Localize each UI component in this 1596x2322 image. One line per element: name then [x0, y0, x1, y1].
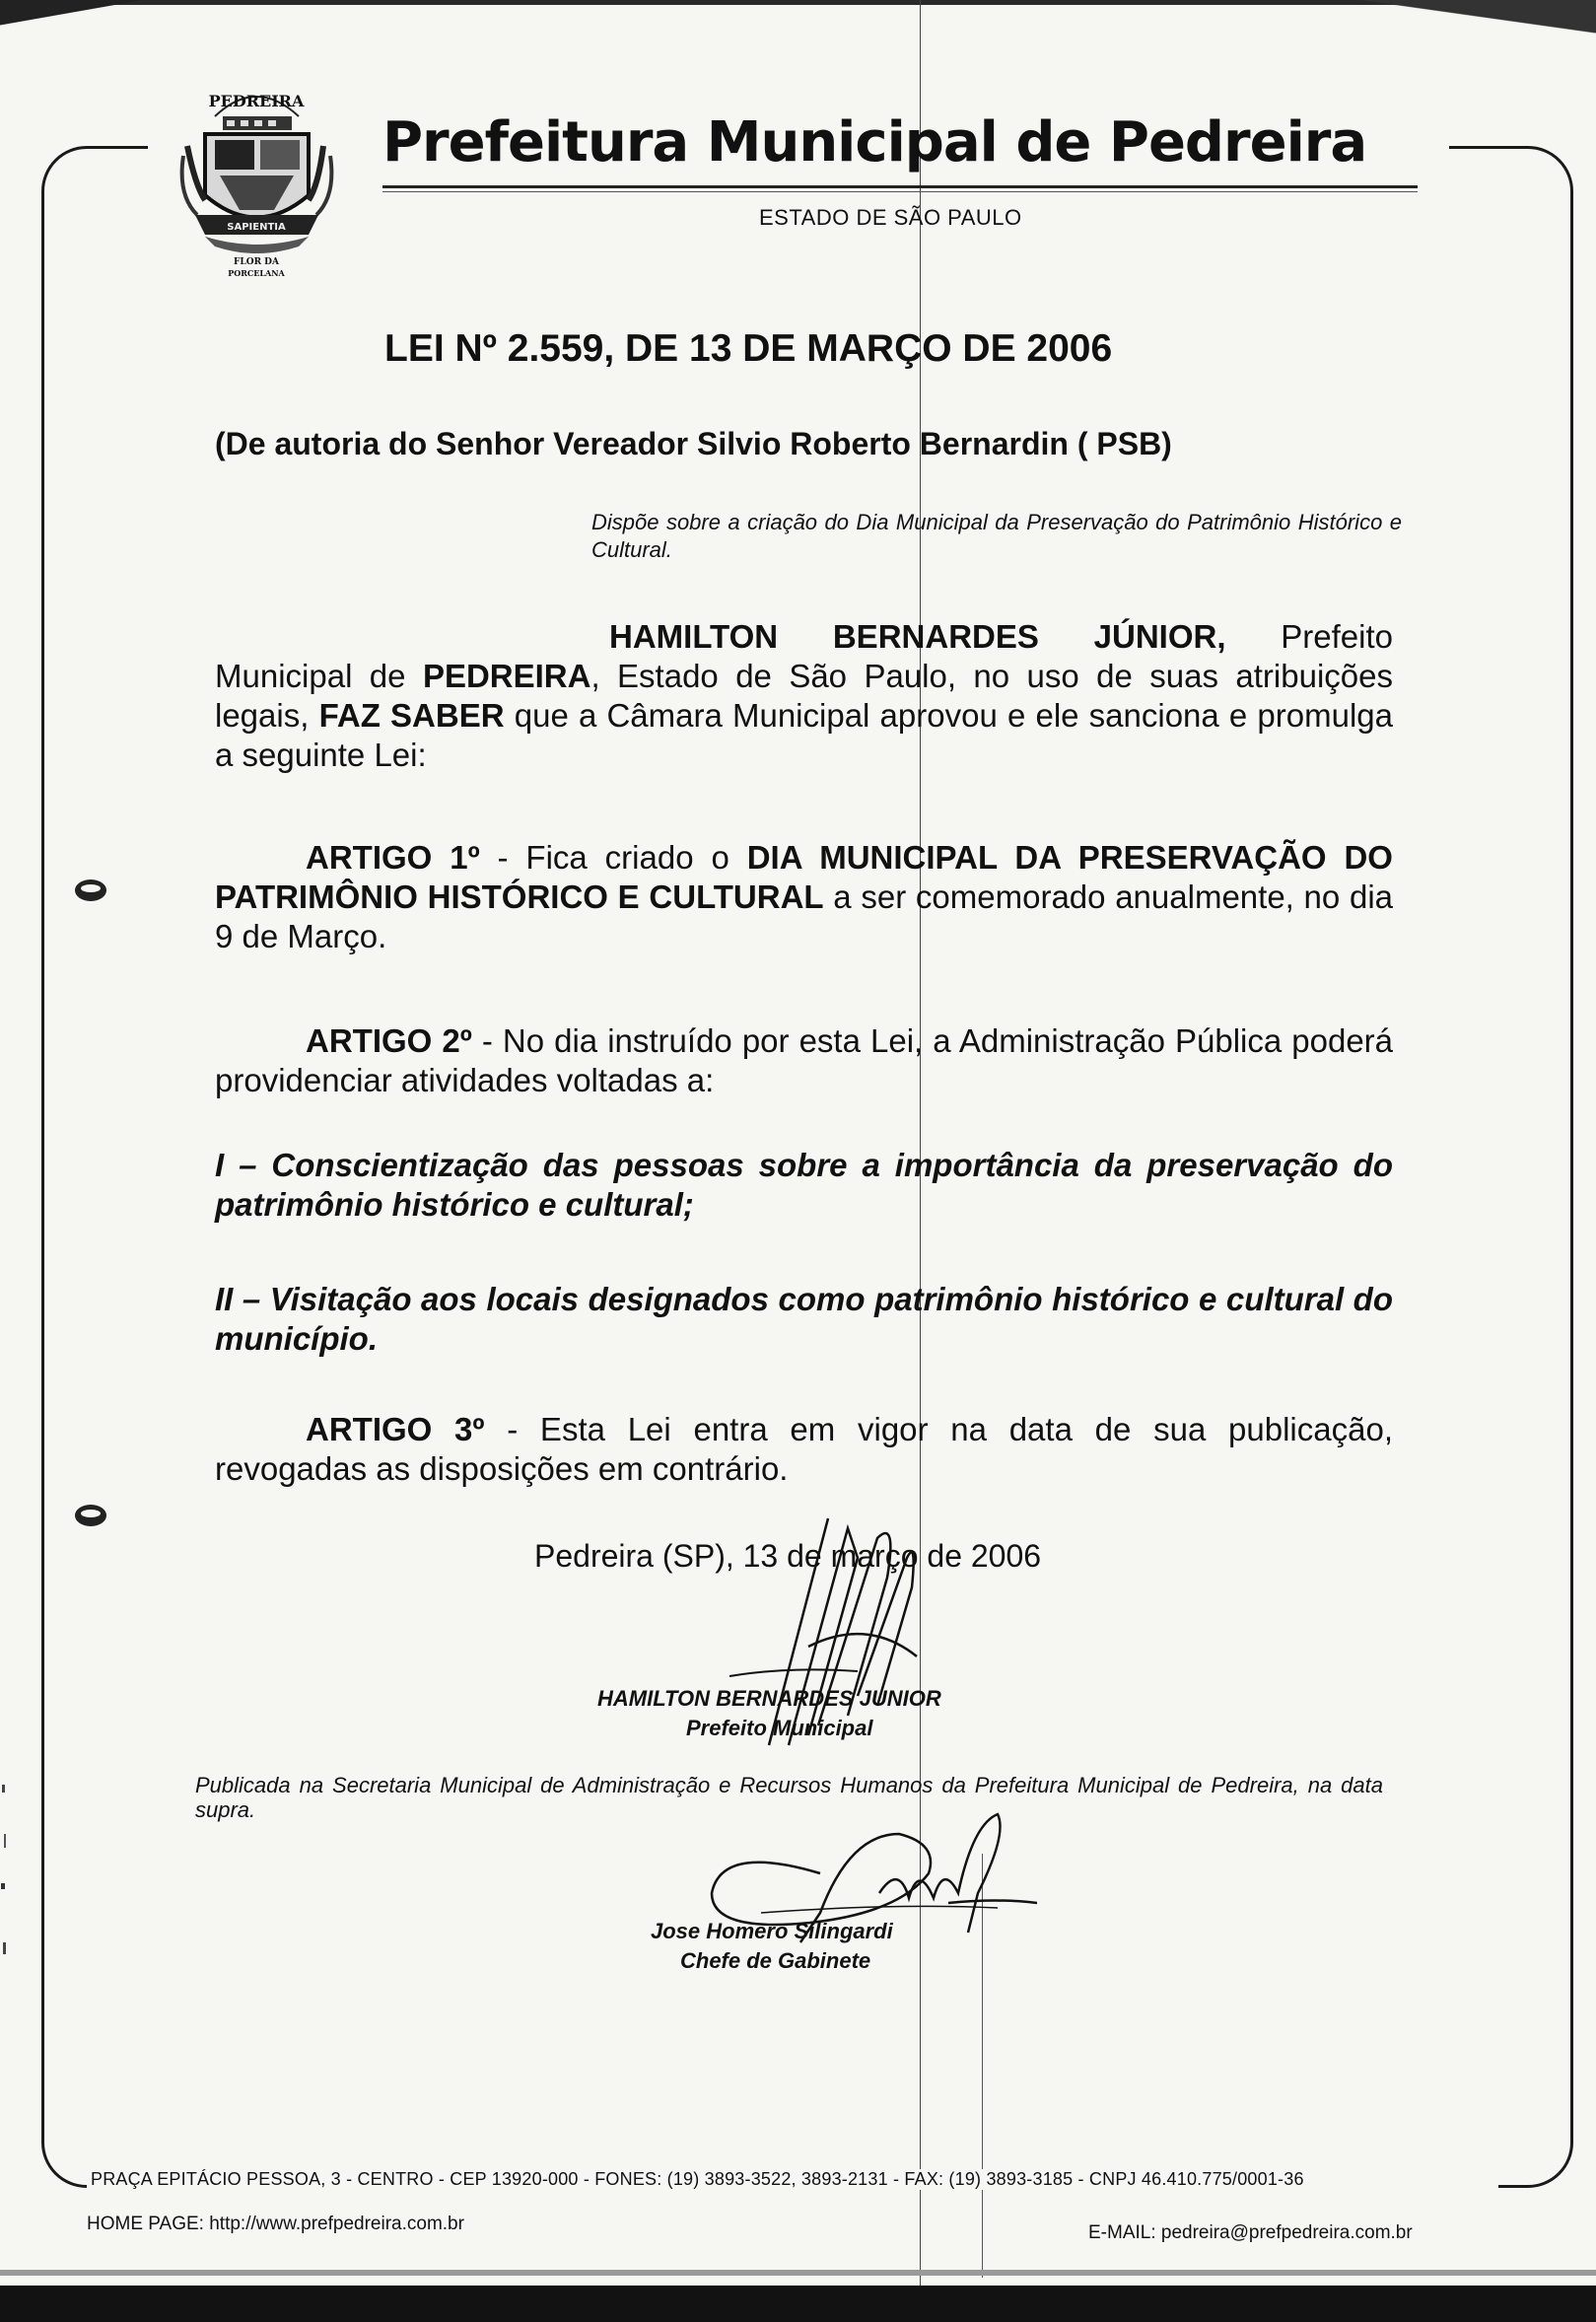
preamble-paragraph [215, 617, 1393, 775]
article-2-label: ARTIGO 2º [306, 1022, 472, 1059]
header-rule-thin [382, 191, 1418, 192]
article-1-bold-text: DIA MUNICIPAL DA PRESERVAÇÃO DO PATRIMÔNIO HISTÓRICO E CULTURAL [215, 839, 1393, 915]
preamble-text-2: , Estado de São Paulo, no uso de suas atribuições legais, [215, 658, 1393, 734]
scan-top-right-shadow [1241, 0, 1596, 43]
article-1-text-1: - Fica criado o [479, 839, 747, 876]
crest-motto-line1: FLOR DA [234, 257, 279, 267]
preamble-text-1: Prefeito Municipal de [215, 618, 1393, 694]
scan-bottom-edge [0, 2286, 1596, 2322]
crest-ribbon-text: SAPIENTIA [227, 222, 286, 233]
footer-email: E-MAIL: pedreira@prefpedreira.com.br [1088, 2222, 1413, 2243]
article-2 [215, 1021, 1393, 1100]
header-subtitle: ESTADO DE SÃO PAULO [759, 205, 1022, 230]
city-name: PEDREIRA [422, 658, 591, 694]
binder-hole-mark [73, 1503, 108, 1528]
scan-top-left-shadow [0, 0, 207, 26]
article-1 [215, 838, 1393, 956]
chief-role: Chefe de Gabinete [680, 1948, 871, 1973]
signer-role: Prefeito Municipal [686, 1716, 873, 1740]
binder-hole-mark [73, 878, 108, 903]
chief-name: Jose Homero Silingardi [651, 1919, 893, 1943]
article-2-text: - No dia instruído por esta Lei, a Administração Pública poderá providenciar atividades voltadas a: [215, 1022, 1394, 1098]
page-title: Prefeitura Municipal de Pedreira [382, 110, 1367, 175]
law-ementa: Dispõe sobre a criação do Dia Municipal da Preservação do Patrimônio Histórico e Cultural. [591, 510, 1402, 562]
publication-note: Publicada na Secretaria Municipal de Administração e Recursos Humanos da Prefeitura Municipal de Pedreira, na data supra. [195, 1773, 1383, 1822]
inciso-1: I – Conscientização das pessoas sobre a importância da preservação do patrimônio histórico e cultural; [215, 1147, 1393, 1223]
article-1-text-2: a ser comemorado anualmente, no dia 9 de Março. [215, 879, 1393, 954]
signer-name: HAMILTON BERNARDES JUNIOR [597, 1686, 941, 1711]
faz-saber: FAZ SABER [318, 697, 505, 734]
crest-motto-line2: PORCELANA [228, 268, 285, 278]
article-3 [215, 1410, 1393, 1489]
footer-homepage: HOME PAGE: http://www.prefpedreira.com.br [87, 2214, 464, 2234]
crest-top-text: PEDREIRA [208, 92, 305, 110]
scan-bottom-shade [0, 2270, 1596, 2276]
header-rule [382, 185, 1418, 188]
date-line: Pedreira (SP), 13 de março de 2006 [534, 1538, 1042, 1574]
law-title: LEI Nº 2.559, DE 13 DE MARÇO DE 2006 [384, 327, 1113, 370]
article-3-label: ARTIGO 3º [306, 1411, 485, 1447]
article-3-text: - Esta Lei entra em vigor na data de sua publicação, revogadas as disposições em contrário. [215, 1411, 1393, 1487]
footer-address: PRAÇA EPITÁCIO PESSOA, 3 - CENTRO - CEP 13920-000 - FONES: (19) 3893-3522, 3893-2131 - FAX: (19) 3893-3185 - CNPJ 46.410.775/0001-36 [87, 2169, 1308, 2190]
preamble-text-3: que a Câmara Municipal aprovou e ele sanciona e promulga a seguinte Lei: [215, 697, 1394, 773]
municipal-crest-logo [175, 77, 338, 284]
article-1-label: ARTIGO 1º [306, 839, 480, 876]
inciso-2: II – Visitação aos locais designados como patrimônio histórico e cultural do município. [215, 1281, 1393, 1357]
mayor-name: HAMILTON BERNARDES JÚNIOR, [609, 618, 1226, 655]
law-authorship: (De autoria do Senhor Vereador Silvio Roberto Bernardin ( PSB) [215, 426, 1172, 461]
scan-edge-specks [0, 1775, 14, 1972]
